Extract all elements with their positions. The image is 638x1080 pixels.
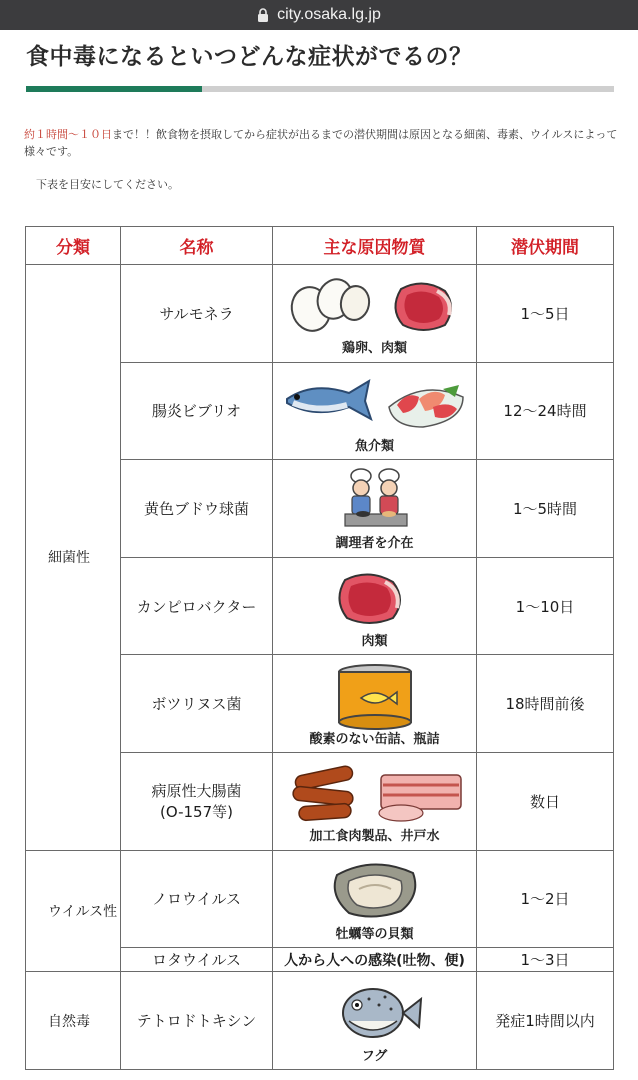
row-name-line2: (O-157等) xyxy=(160,803,233,822)
row-period: 数日 xyxy=(477,752,614,850)
cause-caption: 酸素のない缶詰、瓶詰 xyxy=(309,731,440,747)
row-name: 黄色ブドウ球菌 xyxy=(121,460,273,558)
row-cause xyxy=(273,850,477,948)
cause-caption: 魚介類 xyxy=(354,438,394,454)
row-period: 1〜2日 xyxy=(477,850,614,948)
row-period: 発症1時間以内 xyxy=(477,972,614,1070)
row-name: カンピロバクター xyxy=(121,557,273,655)
can-icon xyxy=(273,660,477,730)
row-period: 1〜3日 xyxy=(477,948,614,972)
lock-icon xyxy=(257,8,269,22)
table-note: 下表を目安にしてください。 xyxy=(36,178,179,191)
row-name: サルモネラ xyxy=(121,265,273,363)
row-name: ノロウイルス xyxy=(121,850,273,948)
category-viral: ウイルス性 xyxy=(26,850,121,972)
row-cause xyxy=(273,972,477,1070)
page-title: 食中毒になるといつどんな症状がでるの？ xyxy=(26,44,473,70)
row-cause xyxy=(273,752,477,850)
header-name: 名称 xyxy=(121,227,273,265)
table-row xyxy=(26,972,614,1070)
table-header-row xyxy=(26,227,614,265)
row-name: ロタウイルス xyxy=(121,948,273,972)
cause-caption: フグ xyxy=(361,1048,388,1064)
intro-paragraph xyxy=(24,126,620,160)
row-name: テトロドトキシン xyxy=(121,972,273,1070)
category-bacterial: 細菌性 xyxy=(26,265,121,851)
intro-highlight: 約１時間〜１０日 xyxy=(24,128,112,141)
meat-icon xyxy=(273,269,477,339)
row-name-line1: 病原性大腸菌 xyxy=(151,782,242,801)
row-period: 1〜5時間 xyxy=(477,460,614,558)
row-name xyxy=(121,752,273,850)
row-name: 腸炎ビブリオ xyxy=(121,362,273,460)
header-cause: 主な原因物質 xyxy=(273,227,477,265)
table-row xyxy=(26,265,614,363)
cause-caption: 調理者を介在 xyxy=(335,536,414,552)
row-cause xyxy=(273,460,477,558)
row-cause: 人から人への感染(吐物、便) xyxy=(273,948,477,972)
table-row xyxy=(26,850,614,948)
reading-progress-fill xyxy=(26,86,202,92)
row-cause xyxy=(273,362,477,460)
row-cause xyxy=(273,557,477,655)
browser-url-bar[interactable] xyxy=(0,0,638,30)
row-period: 1〜10日 xyxy=(477,557,614,655)
oyster-icon xyxy=(273,855,477,925)
row-period: 1〜5日 xyxy=(477,265,614,363)
intro-text: まで！！飲食物を摂取してから症状が出るまでの潜伏期間は原因となる細菌、毒素、ウイルスによって様々です。 xyxy=(24,128,618,158)
row-name: ボツリヌス菌 xyxy=(121,655,273,753)
row-cause xyxy=(273,265,477,363)
cooks-icon xyxy=(273,464,477,534)
cause-caption: 鶏卵、肉類 xyxy=(341,341,407,357)
food-poisoning-table xyxy=(25,226,614,1070)
url-text: city.osaka.lg.jp xyxy=(277,6,381,23)
cause-caption: 加工食肉製品、井戸水 xyxy=(309,829,440,845)
header-category: 分類 xyxy=(26,227,121,265)
meat-icon xyxy=(273,562,477,632)
category-natural-toxin: 自然毒 xyxy=(26,972,121,1070)
row-cause xyxy=(273,655,477,753)
row-period: 12〜24時間 xyxy=(477,362,614,460)
reading-progress-bar xyxy=(26,86,614,92)
row-period: 18時間前後 xyxy=(477,655,614,753)
pufferfish-icon xyxy=(273,977,477,1047)
sashimi-icon xyxy=(273,367,477,437)
cause-caption: 牡蠣等の貝類 xyxy=(335,926,414,942)
header-period: 潜伏期間 xyxy=(477,227,614,265)
cause-caption: 肉類 xyxy=(361,634,388,650)
bacon-icon xyxy=(273,757,477,827)
